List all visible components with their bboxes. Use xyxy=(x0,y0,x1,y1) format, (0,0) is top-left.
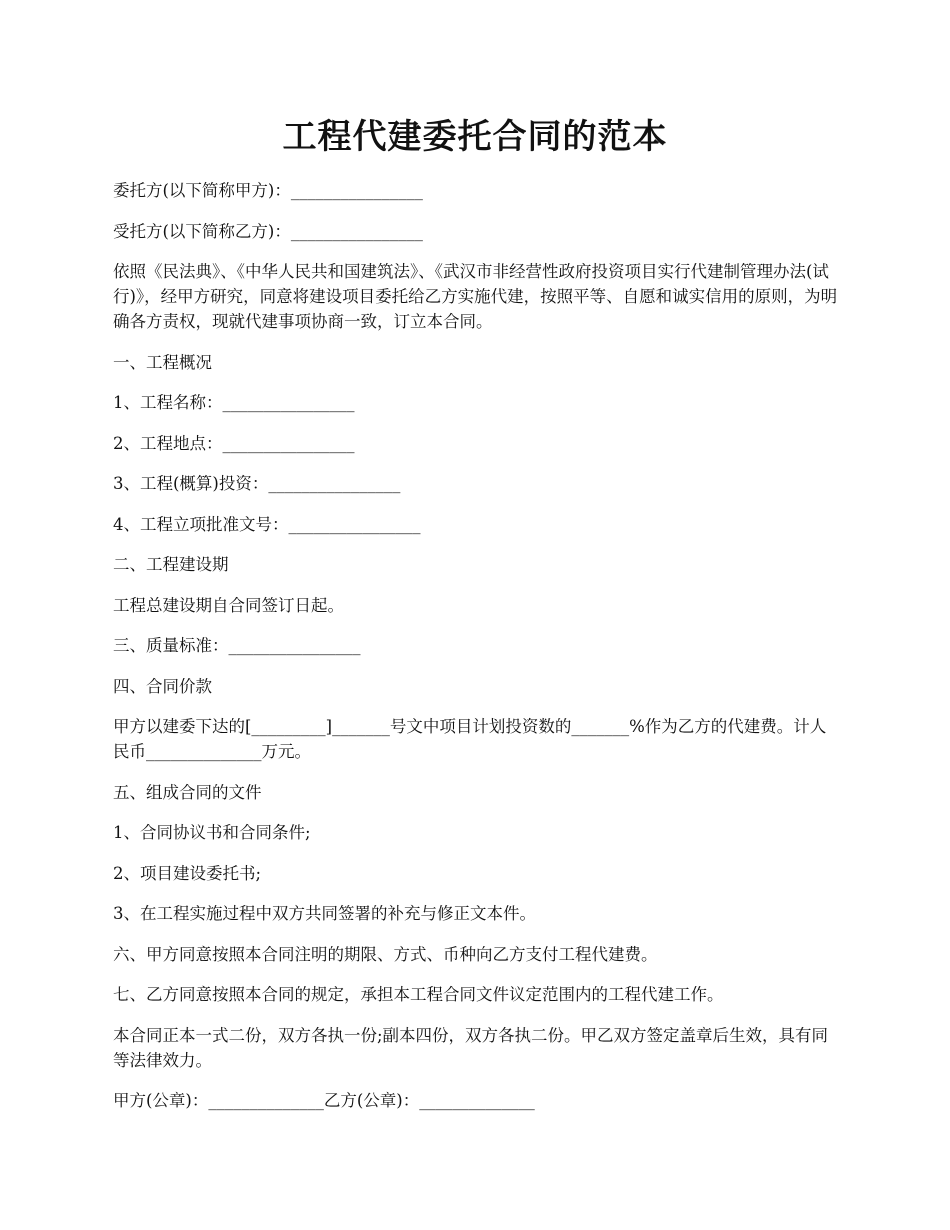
quality-standard-line: 三、质量标准：________________ xyxy=(113,636,361,655)
project-location-line: 2、工程地点：________________ xyxy=(113,433,355,453)
section-heading-documents: 五、组成合同的文件 xyxy=(113,782,262,802)
clause-seven: 七、乙方同意按照本合同的规定，承担本工程合同文件议定范围内的工程代建工作。 xyxy=(113,985,724,1004)
document-title: 工程代建委托合同的范本 xyxy=(282,117,668,157)
clause-six: 六、甲方同意按照本合同注明的期限、方式、币种向乙方支付工程代建费。 xyxy=(113,944,658,964)
period-text: 工程总建设期自合同签订日起。 xyxy=(113,595,344,615)
project-name-line: 1、工程名称：________________ xyxy=(113,393,355,412)
party-b-line: 受托方(以下简称乙方)：________________ xyxy=(113,221,423,241)
document-item-2: 2、项目建设委托书; xyxy=(113,863,262,883)
document-body xyxy=(113,178,841,1129)
document-item-3: 3、在工程实施过程中双方共同签署的补充与修正文本件。 xyxy=(113,904,536,923)
document-item-1: 1、合同协议书和合同条件; xyxy=(113,823,311,842)
section-heading-period: 二、工程建设期 xyxy=(113,555,229,574)
preamble-paragraph: 依照《民法典》、《中华人民共和国建筑法》、《武汉市非经营性政府投资项目实行代建制管理办法(试行)》，经甲方研究，同意将建设项目委托给乙方实施代建，按照平等、自愿和诚实信用的原则，为明确各方责权，现就代建事项协商一致，订立本合同。 xyxy=(113,262,838,331)
section-heading-price: 四、合同价款 xyxy=(113,676,212,696)
section-heading-overview: 一、工程概况 xyxy=(113,352,212,372)
party-a-line: 委托方(以下简称甲方)：________________ xyxy=(113,181,423,200)
price-paragraph: 甲方以建委下达的[_________]_______号文中项目计划投资数的_______%作为乙方的代建费。计人民币______________万元。 xyxy=(113,717,827,761)
copies-paragraph: 本合同正本一式二份，双方各执一份;副本四份，双方各执二份。甲乙双方签定盖章后生效，具有同等法律效力。 xyxy=(113,1025,829,1070)
project-investment-line: 3、工程(概算)投资：________________ xyxy=(113,474,401,493)
approval-number-line: 4、工程立项批准文号：________________ xyxy=(113,514,421,534)
signature-line: 甲方(公章)：______________乙方(公章)：______________ xyxy=(113,1091,535,1110)
